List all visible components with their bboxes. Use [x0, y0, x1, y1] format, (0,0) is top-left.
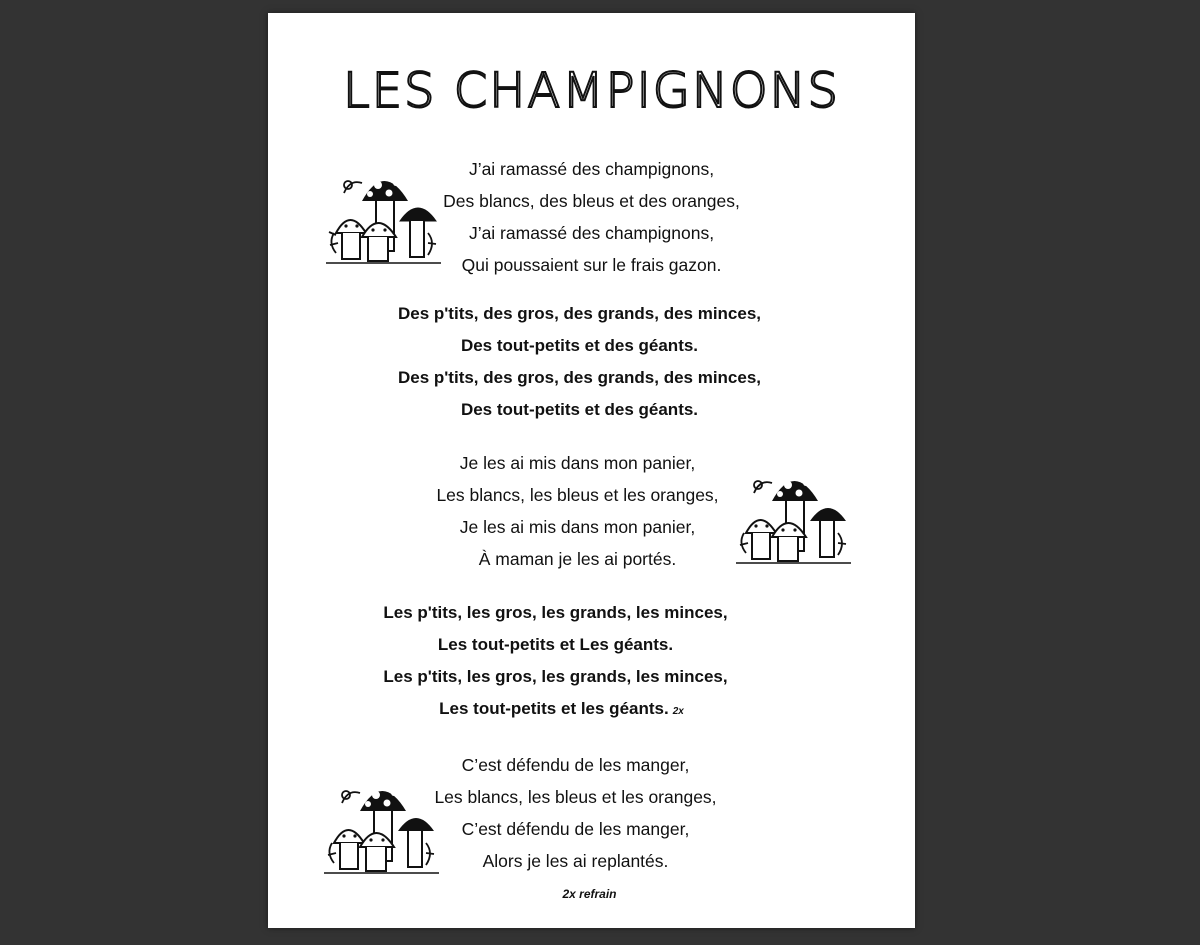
chorus1-line: Des p'tits, des gros, des grands, des minces, [397, 368, 762, 387]
verse3-line: C’est défendu de les manger, [461, 819, 690, 839]
verse2-line: À maman je les ai portés. [478, 549, 677, 569]
verse2-line: Je les ai mis dans mon panier, [459, 453, 696, 473]
verse2-line: Les blancs, les bleus et les oranges, [436, 485, 719, 505]
chorus2-line [238, 699, 885, 722]
chorus1-line: Des p'tits, des gros, des grands, des minces, [397, 304, 762, 323]
document-page [268, 13, 915, 928]
chorus2-line: Les p'tits, les gros, les grands, les minces, [383, 667, 728, 686]
chorus1-line: Des tout-petits et des géants. [460, 336, 699, 355]
verse1-line: J’ai ramassé des champignons, [468, 159, 715, 179]
chorus1-line: Des tout-petits et des géants. [460, 400, 699, 419]
repeat-marker: 2x [672, 706, 684, 717]
verse1-line: Des blancs, des bleus et des oranges, [443, 191, 740, 211]
chorus2-line: Les p'tits, les gros, les grands, les minces, [383, 603, 728, 622]
verse1-line: Qui poussaient sur le frais gazon. [461, 255, 722, 275]
verse2-line: Je les ai mis dans mon panier, [459, 517, 696, 537]
song-title: LES CHAMPIGNONS [342, 63, 840, 119]
verse3-line: Alors je les ai replantés. [482, 851, 669, 871]
refrain-note: 2x refrain [562, 887, 617, 901]
chorus2-line: Les tout-petits et Les géants. [437, 635, 674, 654]
chorus2-last-text: Les tout-petits et les géants. [439, 699, 669, 718]
verse3-line: C’est défendu de les manger, [461, 755, 690, 775]
verse3-line: Les blancs, les bleus et les oranges, [434, 787, 717, 807]
verse1-line: J’ai ramassé des champignons, [468, 223, 715, 243]
